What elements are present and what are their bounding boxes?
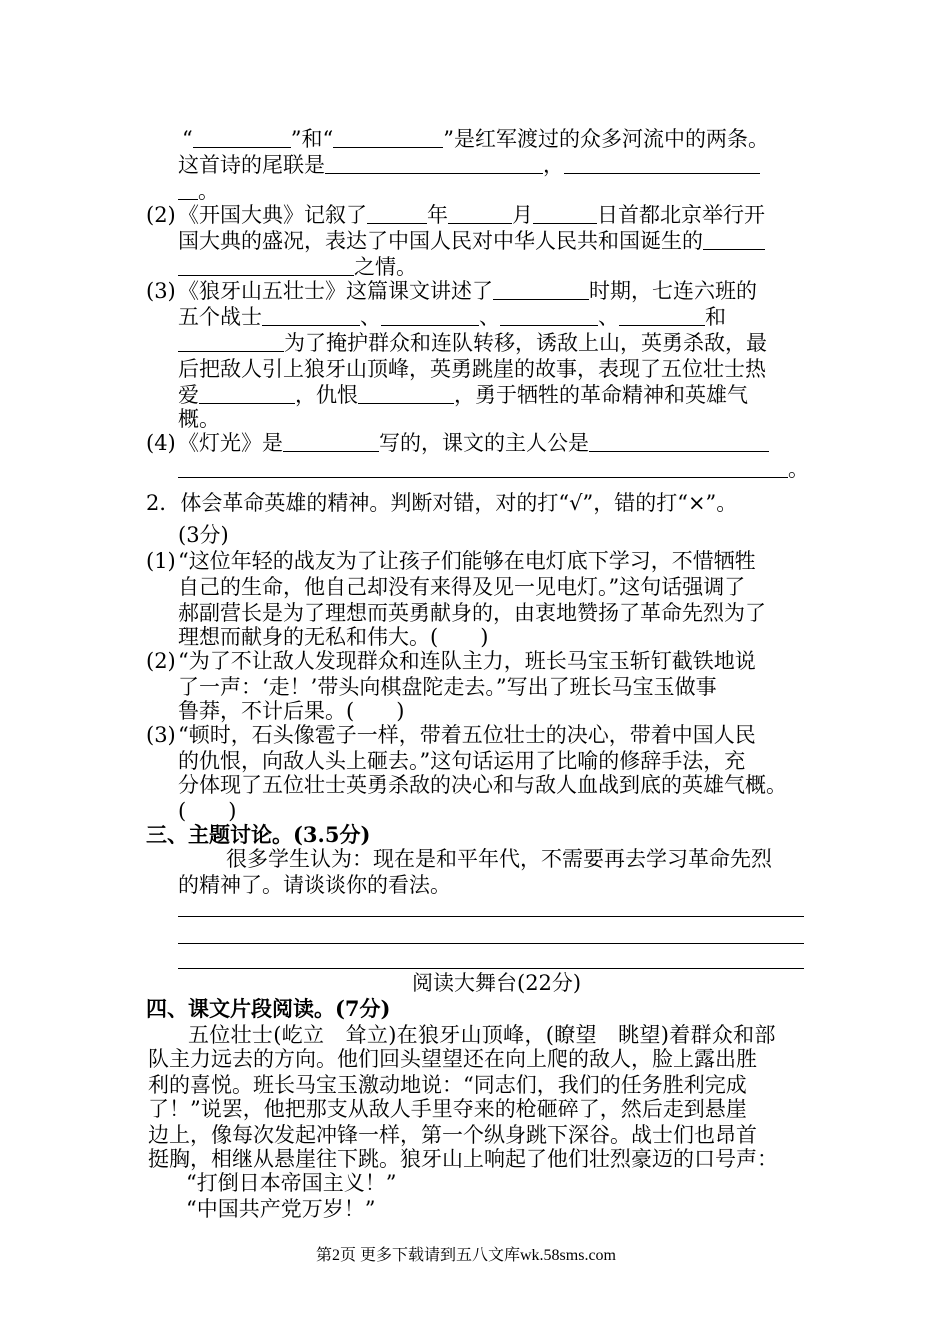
answer-line[interactable] [178, 916, 804, 917]
q3-line-5 [178, 382, 748, 408]
answer-blank[interactable] [333, 127, 443, 148]
section2-score: (3分) [178, 523, 229, 547]
text-fragment: 月 [512, 203, 533, 227]
question-number: (3) [146, 723, 176, 747]
text-fragment: 国大典的盛况，表达了中国人民对中华人民共和国诞生的 [178, 229, 703, 253]
text-fragment: 爱 [178, 383, 199, 407]
text-fragment: 和 [705, 305, 726, 329]
q3-line-4: 后把敌人引上狼牙山顶峰，英勇跳崖的故事，表现了五位壮士热 [178, 357, 766, 381]
text-fragment: ”和“ [290, 127, 334, 151]
answer-blank[interactable] [325, 153, 543, 174]
answer-blank[interactable] [193, 127, 291, 148]
answer-blank[interactable] [178, 331, 284, 352]
answer-blank[interactable] [589, 431, 769, 452]
judge-item-line: 自己的生命，他自己却没有来得及见一见电灯。”这句话强调了 [178, 575, 746, 599]
text-fragment: 、 [479, 305, 500, 329]
q3-line-6: 概。 [178, 407, 220, 431]
reading-header: 阅读大舞台(22分) [412, 971, 582, 995]
poem-rivers-line [182, 126, 769, 152]
page-footer: 第2页 更多下载请到五八文库wk.58sms.com [316, 1247, 617, 1264]
judge-item-line[interactable]: ( ) [178, 799, 237, 823]
passage-line: 五位壮士(屹立 耸立)在狼牙山顶峰，(瞭望 眺望)着群众和部 [188, 1023, 776, 1047]
text-fragment: 五个战士 [178, 305, 262, 329]
q3-line-2 [178, 304, 726, 330]
text-fragment: 年 [427, 203, 448, 227]
question-number: (3) [146, 279, 176, 303]
answer-blank[interactable] [283, 431, 379, 452]
slogan-line: “中国共产党万岁！” [186, 1197, 376, 1221]
question-number: (2) [146, 203, 176, 227]
text-fragment: 、 [598, 305, 619, 329]
judge-item-line: 分体现了五位壮士英勇杀敌的决心和与敌人血战到底的英雄气概。 [178, 773, 787, 797]
judge-item-line[interactable]: 鲁莽，不计后果。( ) [178, 699, 405, 723]
text-fragment: ，勇于牺牲的革命精神和英雄气 [454, 383, 748, 407]
q2-line-1 [178, 202, 765, 228]
answer-blank[interactable] [564, 153, 760, 174]
judge-item-line: 的仇恨，向敌人头上砸去。”这句话运用了比喻的修辞手法，充 [178, 749, 746, 773]
text-fragment: 之情。 [354, 255, 417, 279]
q4-line-1 [178, 430, 769, 456]
answer-blank[interactable] [262, 305, 360, 326]
answer-blank[interactable] [381, 305, 479, 326]
question-number: (1) [146, 549, 176, 573]
text-fragment: 《狼牙山五壮士》这篇课文讲述了 [178, 279, 493, 303]
text-fragment: 这首诗的尾联是 [178, 153, 325, 177]
judge-item-line: “顿时，石头像雹子一样，带着五位壮士的决心，带着中国人民 [178, 723, 756, 747]
answer-blank[interactable] [178, 255, 354, 276]
passage-line: 挺胸，相继从悬崖往下跳。狼牙山上响起了他们壮烈豪迈的口号声： [148, 1147, 778, 1171]
answer-blank[interactable] [533, 203, 597, 224]
quote-open: “ [182, 127, 193, 151]
slogan-line: “打倒日本帝国主义！” [186, 1171, 397, 1195]
text-fragment: 《开国大典》记叙了 [178, 203, 367, 227]
poem-couplet-end [178, 178, 219, 204]
answer-blank[interactable] [199, 383, 295, 404]
q2-line-3 [178, 254, 417, 280]
section3-prompt-2: 的精神了。请谈谈你的看法。 [178, 873, 451, 897]
passage-line: 边上，像每次发起冲锋一样，第一个纵身跳下深谷。战士们也昂首 [148, 1123, 757, 1147]
answer-blank[interactable] [703, 229, 765, 250]
text-fragment: 日首都北京举行开 [597, 203, 765, 227]
answer-blank[interactable] [178, 179, 198, 200]
q2-line-2 [178, 228, 765, 254]
question-number: (2) [146, 649, 176, 673]
text-fragment: 时期，七连六班的 [589, 279, 757, 303]
passage-line: 利的喜悦。班长马宝玉激动地说：“同志们，我们的任务胜利完成 [148, 1073, 747, 1097]
answer-blank[interactable] [500, 305, 598, 326]
judge-item-line[interactable]: 理想而献身的无私和伟大。( ) [178, 625, 489, 649]
judge-item-line: “这位年轻的战友为了让孩子们能够在电灯底下学习，不惜牺牲 [178, 549, 756, 573]
section4-title: 四、课文片段阅读。(7分) [146, 996, 391, 1021]
q3-line-3 [178, 330, 767, 356]
judge-item-line: 郝副营长是为了理想而英勇献身的，由衷地赞扬了革命先烈为了 [178, 601, 766, 625]
poem-couplet-line [178, 152, 760, 178]
text-fragment: ， [543, 153, 564, 177]
passage-line: 队主力远去的方向。他们回头望望还在向上爬的敌人，脸上露出胜 [148, 1047, 757, 1071]
answer-blank[interactable] [493, 279, 589, 300]
text-fragment: ，仇恨 [295, 383, 358, 407]
section2-title: 2．体会革命英雄的精神。判断对错，对的打“√”，错的打“×”。 [146, 491, 738, 515]
text-fragment: ”是红军渡过的众多河流中的两条。 [443, 127, 769, 151]
answer-line[interactable] [178, 943, 804, 944]
passage-line: 了！”说罢，他把那支从敌人手里夺来的枪砸碎了，然后走到悬崖 [148, 1097, 747, 1121]
answer-line[interactable] [178, 968, 804, 969]
text-fragment: 、 [360, 305, 381, 329]
section3-prompt-1: 很多学生认为：现在是和平年代，不需要再去学习革命先烈 [226, 847, 772, 871]
answer-blank[interactable] [358, 383, 454, 404]
answer-blank[interactable] [178, 457, 788, 478]
section3-title: 三、主题讨论。(3.5分) [146, 822, 371, 847]
question-number: (4) [146, 431, 176, 455]
text-fragment: 写的，课文的主人公是 [379, 431, 589, 455]
text-fragment: 《灯光》是 [178, 431, 283, 455]
text-fragment: 。 [198, 179, 219, 203]
text-fragment: 。 [788, 457, 809, 481]
q3-line-1 [178, 278, 757, 304]
judge-item-line: “为了不让敌人发现群众和连队主力，班长马宝玉斩钉截铁地说 [178, 649, 756, 673]
q4-line-2 [178, 456, 809, 482]
answer-blank[interactable] [448, 203, 512, 224]
text-fragment: 为了掩护群众和连队转移，诱敌上山，英勇杀敌，最 [284, 331, 767, 355]
judge-item-line: 了一声：‘走！’带头向棋盘陀走去。”写出了班长马宝玉做事 [178, 675, 717, 699]
answer-blank[interactable] [619, 305, 705, 326]
answer-blank[interactable] [367, 203, 427, 224]
